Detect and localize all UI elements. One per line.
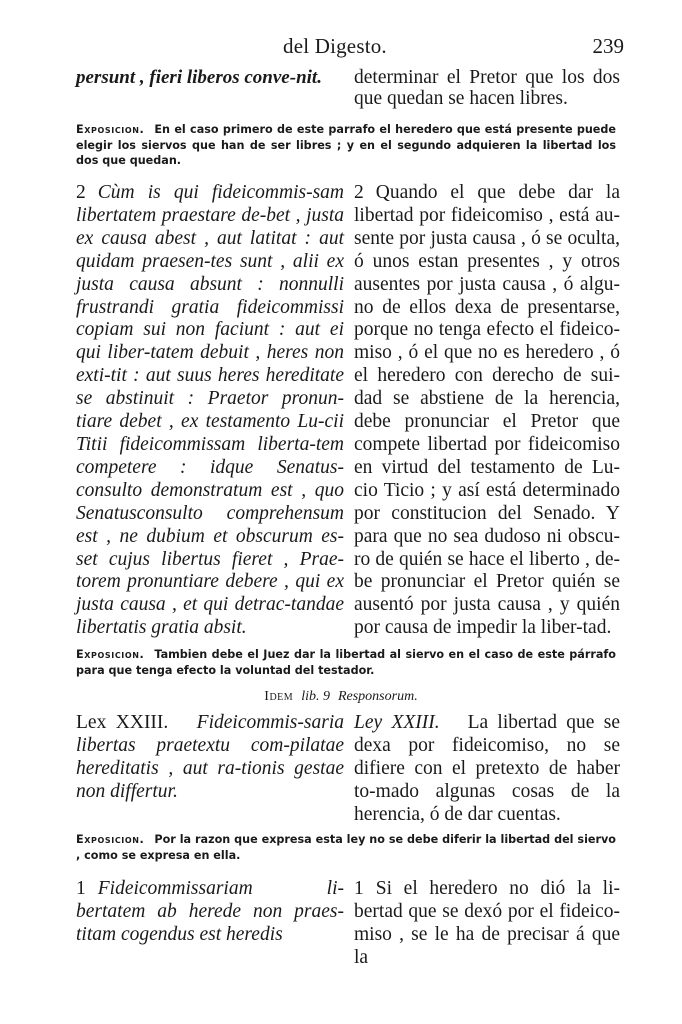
continuation-block [76,67,620,115]
exposicion-label: Exposicion. [76,648,145,661]
page-header [0,34,682,60]
latin-column [76,67,344,88]
latin-text: Cùm is qui fideicommis-sam libertatem praestare de-bet , justa ex causa abest , aut latitat : aut quidam praesen-tes sunt , alii ex justa causa absunt : nonnulli frustrandi gratia fideicommissi copiam sui non faciunt : aut ei qui liber-tatem debuit , heres non exti-tit : aut suus heres hereditate se abstinuit : Praetor pronun-tiare debet , ex testamento Lu-cii Titii fideicommissam liberta-tem competere : idque Senatus-consulto demonstratum est , quo Senatusconsulto comprehensum est , ne dubium et obscurum es-set cujus libertus fieret , Prae-torem pronuntiare debere , qui ex justa causa , et qui detrac-tandae libertatis gratia absit. [76,182,344,639]
paragraph-number: 2 [354,182,364,203]
paragraph-number: 1 [76,878,86,899]
exposicion-note [76,647,616,678]
spanish-column [354,712,620,827]
spanish-text: determinar el Pretor que los dos que quedan se hacen libres. [354,67,620,109]
latin-text: persunt , fieri liberos conve-nit. [76,67,322,88]
spanish-paragraph [354,878,620,970]
latin-paragraph [76,182,344,640]
latin-column [76,182,344,640]
spanish-paragraph [354,712,620,827]
latin-text: Fideicommissariam li-bertatem ab herede non praes-titam cogendus est heredis [76,878,344,945]
exposicion-text: Tambien debe el Juez dar la libertad al siervo en el caso de este párrafo para que tenga efecto la voluntad del testador. [76,648,616,677]
paragraph-number: 2 [76,182,86,203]
spanish-paragraph [354,182,620,640]
lex-heading: Lex XXIII. [76,712,169,733]
exposicion-text: En el caso primero de este parrafo el heredero que está presente puede elegir los siervos que han de ser libres ; y en el segundo adquieren la libertad los dos que quedan. [76,123,616,167]
latin-text: Fideicommis-saria libertas praetextu com-pilatae hereditatis , aut ra-tionis gestae non differtur. [76,712,344,802]
exposicion-note [76,122,616,169]
exposicion-note [76,832,616,863]
source-citation [0,689,682,705]
spanish-text: La libertad que se dexa por fideicomiso, no se difiere con el pretexto de haber to-mado algunas cosas de la herencia, ó de dar cuentas. [354,712,620,825]
spanish-column [354,182,620,640]
paragraph-number: 1 [354,878,364,899]
spanish-column [354,67,620,109]
citation-author: Idem [264,689,294,704]
paragraph-1-block [76,878,620,968]
exposicion-label: Exposicion. [76,123,145,136]
citation-work: Responsorum. [337,689,418,704]
latin-column [76,878,344,947]
exposicion-text: Por la razon que expresa esta ley no se debe diferir la libertad del siervo , como se expresa en ella. [76,833,616,862]
latin-column [76,712,344,804]
latin-paragraph [76,878,344,947]
ley-heading: Ley XXIII. [354,712,440,733]
latin-paragraph [76,712,344,804]
spanish-text: Quando el que debe dar la libertad por fideicomiso , está au-sente por justa causa , ó se oculta, ó unos estan presentes , y otros ausentes por justa causa , ó algu-no de ellos dexa de presentarse, porque no tenga efecto el fideico-miso , ó el que no es heredero , ó el heredero con derecho de sui-dad se abstiene de la herencia, debe pronunciar el Pretor que compete libertad por fideicomiso en virtud del testamento de Lu-cio Ticio ; y así está determinado por constitucion del Senado. Y para que no sea dudoso ni obscu-ro de quién se hace el liberto , de-be pronunciar el Pretor quién se ausentó por justa causa , y quién por causa de impedir la liber-tad. [354,182,620,639]
spanish-text: Si el heredero no dió la li-bertad que se dexó por el fideico-miso , se le ha de precisar á que la [354,878,620,968]
page-number: 239 [592,34,624,58]
paragraph-2-block [76,182,620,642]
running-title: del Digesto. [283,34,387,58]
citation-book: lib. 9 [301,689,330,704]
exposicion-label: Exposicion. [76,833,145,846]
spanish-column [354,878,620,970]
lex-23-block [76,712,620,827]
